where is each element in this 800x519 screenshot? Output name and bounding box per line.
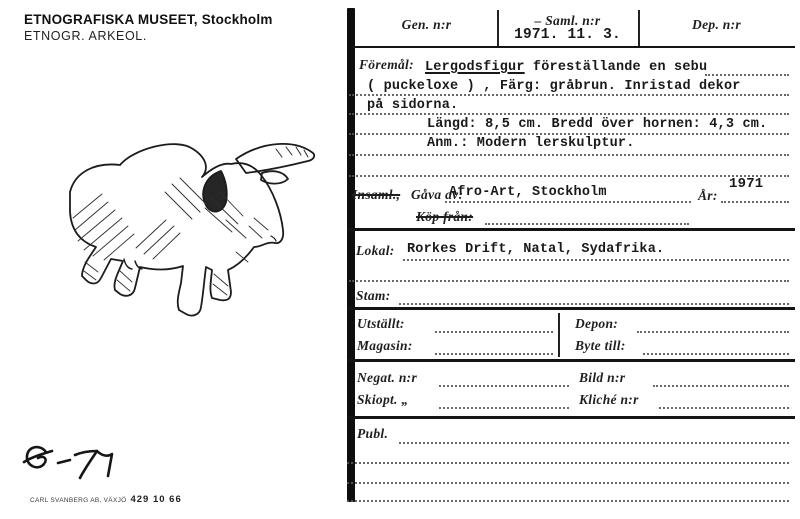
column-divider xyxy=(558,313,560,357)
lokal-label: Lokal: xyxy=(356,243,395,258)
dotted-rule xyxy=(347,462,789,464)
dotted-rule xyxy=(705,74,789,76)
printer-name: CARL SVANBERG AB, VÄXJÖ xyxy=(30,497,127,504)
divider xyxy=(347,307,795,310)
catalog-card xyxy=(347,8,795,508)
dotted-rule xyxy=(349,175,789,177)
dotted-rule xyxy=(349,133,789,135)
foremal-line1 xyxy=(425,60,707,75)
skiopt-label: Skiopt. „ xyxy=(357,392,409,407)
utstallt-label: Utställt: xyxy=(357,316,405,331)
negat-nr-label: Negat. n:r xyxy=(357,370,417,385)
dotted-rule xyxy=(349,154,789,156)
foremal-label: Föremål: xyxy=(359,57,414,72)
dotted-rule xyxy=(347,500,789,502)
ar-value: 1971 xyxy=(729,176,764,192)
dotted-rule xyxy=(439,385,569,387)
foremal-line5: Anm.: Modern lerskulptur. xyxy=(427,136,635,151)
card-edge-bar xyxy=(347,8,355,502)
gava-av-label: Gåva av: xyxy=(411,187,464,202)
dotted-rule xyxy=(721,201,789,203)
dotted-rule xyxy=(485,223,689,225)
dotted-rule xyxy=(349,94,789,96)
depon-label: Depon: xyxy=(575,316,619,331)
dotted-rule xyxy=(445,201,691,203)
saml-nr-value: 1971. 11. 3. xyxy=(514,27,621,43)
divider xyxy=(347,228,795,231)
gen-nr-label: Gen. n:r xyxy=(401,17,452,32)
publ-label: Publ. xyxy=(357,426,389,441)
divider xyxy=(347,359,795,362)
kop-fran-label: Köp från: xyxy=(416,209,474,224)
lokal-value: Rorkes Drift, Natal, Sydafrika. xyxy=(407,242,665,257)
bild-nr-label: Bild n:r xyxy=(579,370,626,385)
foremal-line2: ( puckeloxe ) , Färg: gråbrun. Inristad dekor xyxy=(367,79,741,94)
ar-label: År: xyxy=(698,188,718,203)
divider xyxy=(347,416,795,419)
dotted-rule xyxy=(653,385,789,387)
foremal-line4: Längd: 8,5 cm. Bredd över hornen: 4,3 cm. xyxy=(427,117,768,132)
stam-label: Stam: xyxy=(356,288,391,303)
museum-header xyxy=(24,12,273,43)
foremal-line1-underlined: Lergodsfigur xyxy=(425,60,525,75)
dotted-rule xyxy=(637,331,789,333)
dotted-rule xyxy=(439,407,569,409)
dotted-rule xyxy=(399,442,789,444)
dotted-rule xyxy=(347,482,789,484)
handwritten-mark xyxy=(20,438,130,490)
dotted-rule xyxy=(403,259,789,261)
zebu-figure-drawing-icon xyxy=(40,120,340,360)
dotted-rule xyxy=(349,280,789,282)
byte-till-label: Byte till: xyxy=(575,338,626,353)
divider xyxy=(352,46,795,48)
printer-number: 429 10 66 xyxy=(130,494,182,505)
printer-imprint xyxy=(30,494,182,505)
kliche-nr-label: Kliché n:r xyxy=(579,392,639,407)
dep-nr-label: Dep. n:r xyxy=(692,17,741,32)
foremal-line1-rest: föreställande en sebu xyxy=(524,60,708,75)
insaml-label: Insaml., xyxy=(352,187,401,202)
dotted-rule xyxy=(643,353,789,355)
dotted-rule xyxy=(349,113,789,115)
foremal-line3: på sidorna. xyxy=(367,98,459,113)
museum-name: ETNOGRAFISKA MUSEET, Stockholm xyxy=(24,12,273,27)
gava-av-value: Afro-Art, Stockholm xyxy=(449,185,607,200)
dotted-rule xyxy=(435,331,553,333)
saml-nr-label: – Saml. n:r xyxy=(534,13,601,28)
museum-dept: ETNOGR. ARKEOL. xyxy=(24,29,147,43)
dotted-rule xyxy=(399,303,789,305)
magasin-label: Magasin: xyxy=(357,338,413,353)
dotted-rule xyxy=(659,407,789,409)
dotted-rule xyxy=(435,353,553,355)
